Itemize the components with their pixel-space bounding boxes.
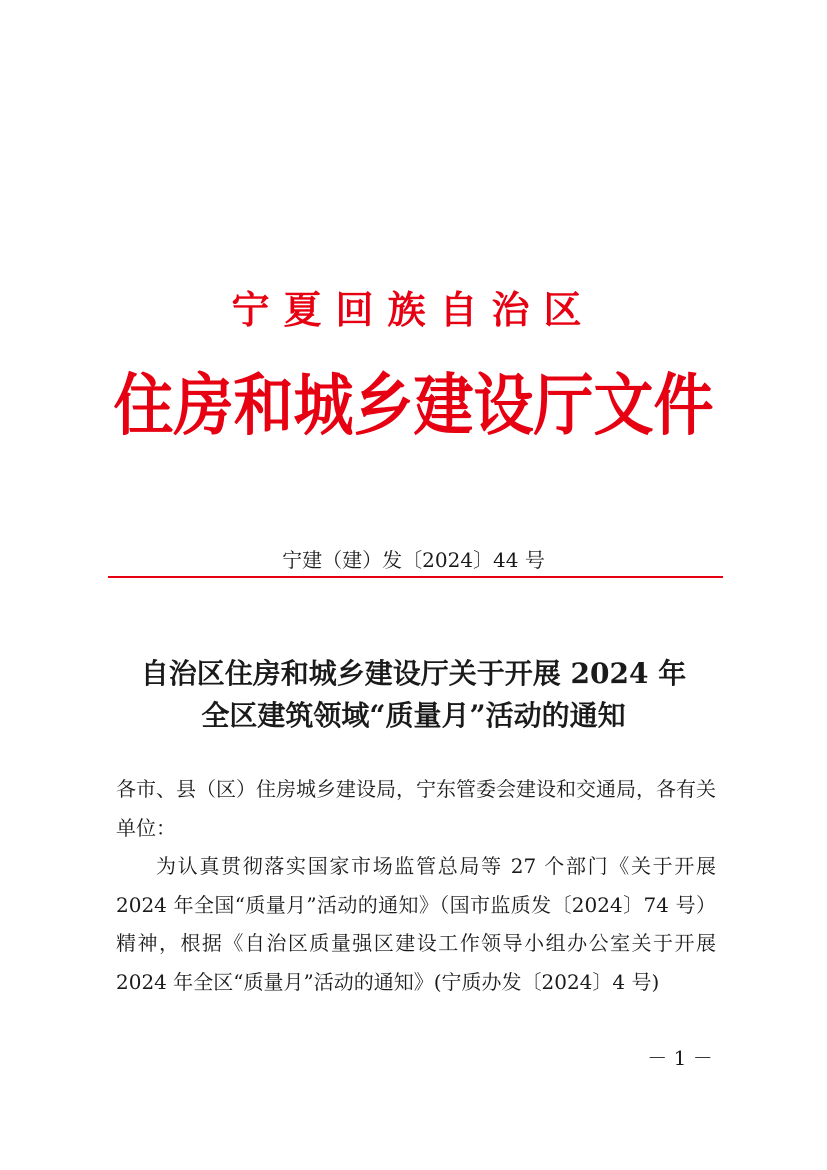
red-divider-line	[108, 576, 723, 578]
page-number: － 1 －	[647, 1046, 713, 1070]
document-title-line2: 全区建筑领域“质量月”活动的通知	[201, 699, 626, 732]
document-title-line1: 自治区住房和城乡建设厅关于开展 2024 年	[140, 657, 687, 690]
issuer-name-line1: 宁夏回族自治区	[231, 287, 596, 332]
salutation: 各市、县（区）住房城乡建设局，宁东管委会建设和交通局，各有关单位：	[116, 777, 716, 840]
body-paragraph-1: 为认真贯彻落实国家市场监管总局等 27 个部门《关于开展2024 年全国“质量月”活动的通知》（国市监质发〔2024〕74 号）精神，根据《自治区质量强区建设工作领导小组办公室关于开展 2024 年全区“质量月”活动的通知》(宁质办发〔2024〕4 号)	[116, 854, 716, 994]
issuer-name-line2: 住房和城乡建设厅文件	[113, 366, 714, 446]
document-number: 宁建（建）发〔2024〕44 号	[282, 548, 545, 572]
document-body	[116, 770, 716, 1001]
document-title	[0, 653, 827, 737]
